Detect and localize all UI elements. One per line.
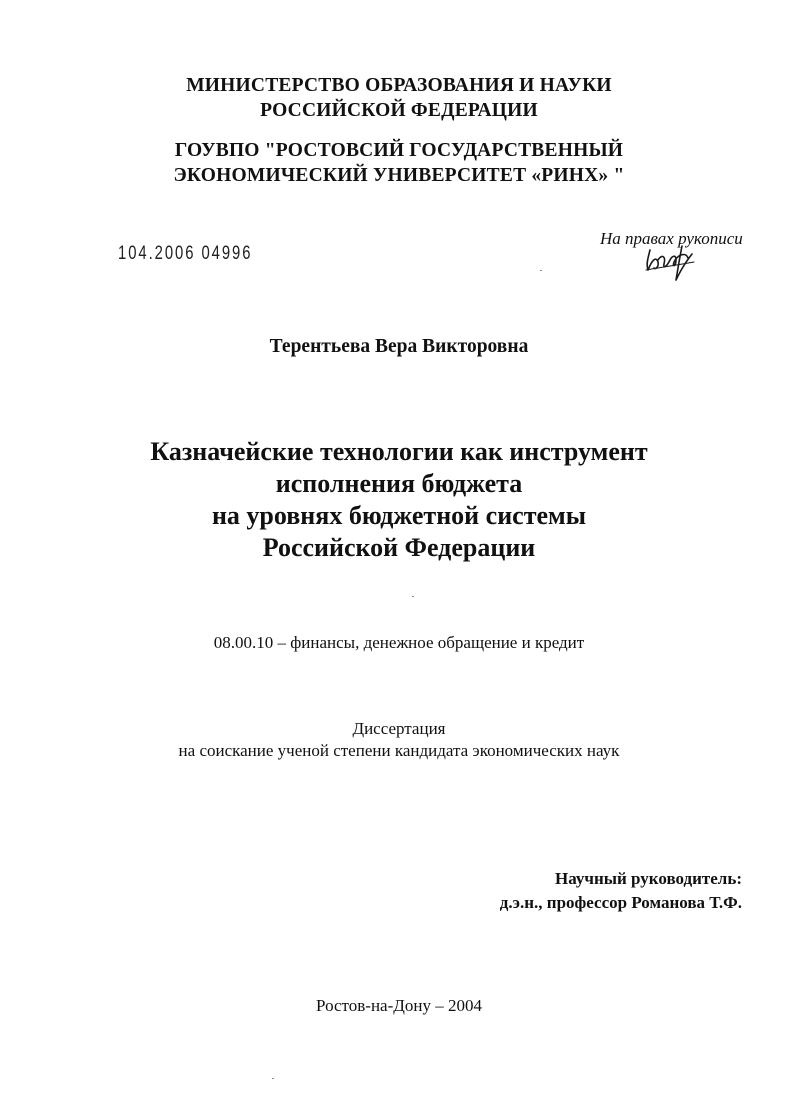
- specialty-code: 08.00.10 – финансы, денежное обращение и кредит: [213, 633, 585, 652]
- dissertation-info: [0, 718, 798, 762]
- supervisor-label: Научный руководитель:: [555, 869, 742, 888]
- city-year: Ростов-на-Дону – 2004: [316, 996, 482, 1015]
- scan-speck: [540, 270, 542, 271]
- supervisor-name: д.э.н., профессор Романова Т.Ф.: [499, 893, 742, 912]
- title-line-1: Казначейские технологии как инструмент: [150, 437, 648, 466]
- university-line-1: ГОУВПО "РОСТОВСИЙ ГОСУДАРСТВЕННЫЙ: [174, 140, 624, 161]
- supervisor-block: [500, 867, 742, 915]
- dissertation-label: Диссертация: [352, 719, 446, 738]
- catalog-number: 104.2006 04996: [118, 243, 253, 264]
- title-line-2: исполнения бюджета: [275, 469, 523, 498]
- title-line-3: на уровнях бюджетной системы: [211, 501, 587, 530]
- university-line-2: ЭКОНОМИЧЕСКИЙ УНИВЕРСИТЕТ «РИНХ» ": [173, 165, 625, 186]
- university-heading: [0, 138, 798, 188]
- ministry-line-1: МИНИСТЕРСТВО ОБРАЗОВАНИЯ И НАУКИ: [186, 75, 612, 96]
- scan-speck: [272, 1078, 274, 1079]
- ministry-line-2: РОССИЙСКОЙ ФЕДЕРАЦИИ: [260, 100, 538, 121]
- author-name: Терентьева Вера Викторовна: [269, 336, 529, 357]
- signature-icon: [636, 240, 712, 284]
- scan-speck: [412, 596, 414, 597]
- rights-note: На правах рукописи: [600, 229, 743, 248]
- title-line-4: Российской Федерации: [262, 533, 536, 562]
- ministry-heading: [0, 73, 798, 123]
- dissertation-degree: на соискание ученой степени кандидата экономических наук: [178, 741, 620, 760]
- dissertation-title: [0, 436, 798, 564]
